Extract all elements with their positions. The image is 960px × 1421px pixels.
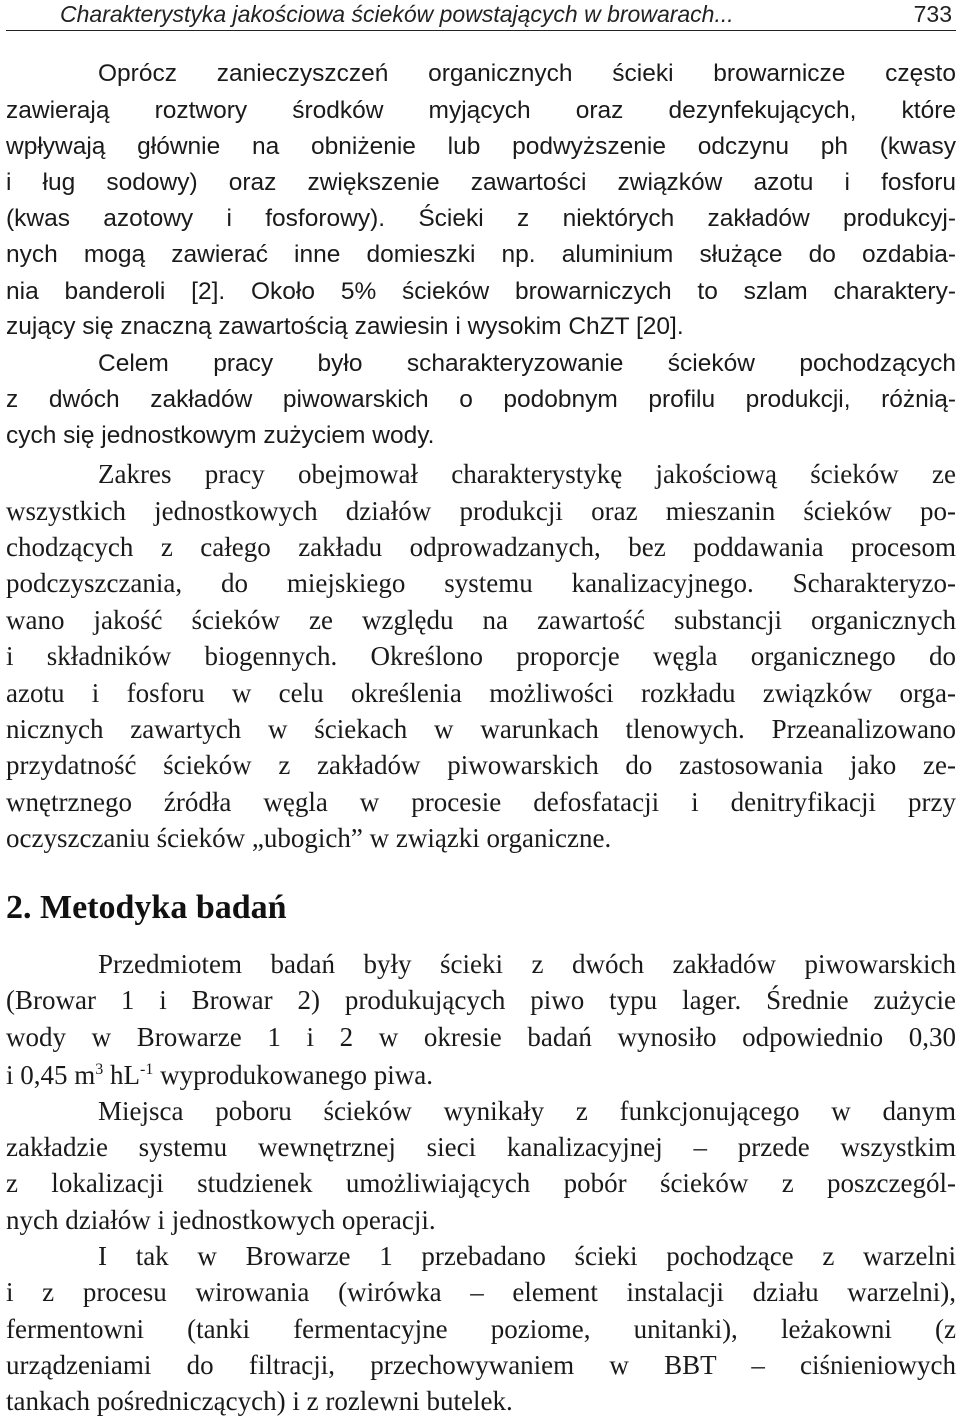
document-page [6,0,956,1419]
text-line: i składników biogennych. Określono proporcje węgla organicznego do [6,641,956,671]
text-line: azotu i fosforu w celu określenia możliwości rozkładu związków orga- [6,678,956,708]
text-line: nych działów i jednostkowych operacji. [6,1205,436,1235]
text-line: nia banderoli [2]. Około 5% ścieków browarniczych to szlam charaktery- [6,278,956,305]
text-line: wody w Browarze 1 i 2 w okresie badań wynosiło odpowiednio 0,30 [6,1022,956,1052]
text-line: fermentowni (tanki fermentacyjne poziome, unitanki), leżakowni (z [6,1314,956,1344]
text-line: i ług sodowy) oraz zwiększenie zawartości związków azotu i fosforu [6,169,956,196]
text-fragment: hL [103,1060,141,1090]
text-fragment: i 0,45 m [6,1060,96,1090]
text-line: podczyszczania, do miejskiego systemu kanalizacyjnego. Scharakteryzo- [6,568,956,598]
text-line: Oprócz zanieczyszczeń organicznych ścieki browarnicze często [98,60,956,87]
text-line: oczyszczaniu ścieków „ubogich” w związki organiczne. [6,823,612,853]
text-line: z lokalizacji studzienek umożliwiających pobór ścieków z poszczegól- [6,1168,956,1198]
text-line: tankach pośredniczących) i z rozlewni butelek. [6,1386,513,1416]
text-line: nicznych zawartych w ściekach w warunkach tlenowych. Przeanalizowano [6,714,956,744]
text-line: Zakres pracy obejmował charakterystykę jakościową ścieków ze [98,459,956,489]
text-line: I tak w Browarze 1 przebadano ścieki pochodzące z warzelni [98,1241,956,1271]
text-line: wszystkich jednostkowych działów produkcji oraz mieszanin ścieków po- [6,496,956,526]
text-line: (Browar 1 i Browar 2) produkujących piwo typu lager. Średnie zużycie [6,985,956,1015]
running-header [6,0,956,31]
text-line: Przedmiotem badań były ścieki z dwóch zakładów piwowarskich [98,949,956,979]
text-line: (kwas azotowy i fosforowy). Ścieki z niektórych zakładów produkcyj- [6,205,956,232]
text-line: urządzeniami do filtracji, przechowywaniem w BBT – ciśnieniowych [6,1350,956,1380]
text-line: Miejsca poboru ścieków wynikały z funkcjonującego w danym [98,1096,956,1126]
text-line: zawierają roztwory środków myjących oraz dezynfekujących, które [6,97,956,124]
text-line: Celem pracy było scharakteryzowanie ścieków pochodzących [98,350,956,377]
text-line: i z procesu wirowania (wirówka – element instalacji działu warzelni), [6,1277,956,1307]
superscript: -1 [140,1061,154,1078]
text-line: chodzących z całego zakładu odprowadzanych, bez poddawania procesom [6,532,956,562]
text-line [6,1055,956,1095]
text-line: nych mogą zawierać inne domieszki np. aluminium służące do ozdabia- [6,241,956,268]
text-fragment: wyprodukowanego piwa. [153,1060,434,1090]
text-line: wnętrznego źródła węgla w procesie defosfatacji i denitryfikacji przy [6,787,956,817]
superscript: 3 [95,1061,104,1078]
section-heading: 2. Metodyka badań [6,889,287,926]
text-line: wano jakość ścieków ze względu na zawartość substancji organicznych [6,605,956,635]
text-line: zujący się znaczną zawartością zawiesin i wysokim ChZT [20]. [6,313,684,340]
text-line: przydatność ścieków z zakładów piwowarskich do zastosowania jako ze- [6,750,956,780]
page-number: 733 [913,1,952,27]
text-line: cych się jednostkowym zużyciem wody. [6,422,435,449]
text-line: z dwóch zakładów piwowarskich o podobnym profilu produkcji, różnią- [6,386,956,413]
text-line: wpływają głównie na obniżenie lub podwyższenie odczynu ph (kwasy [6,133,956,160]
running-title: Charakterystyka jakościowa ścieków powstających w browarach... [60,1,734,27]
text-line: zakładzie systemu wewnętrznej sieci kanalizacyjnej – przede wszystkim [6,1132,956,1162]
